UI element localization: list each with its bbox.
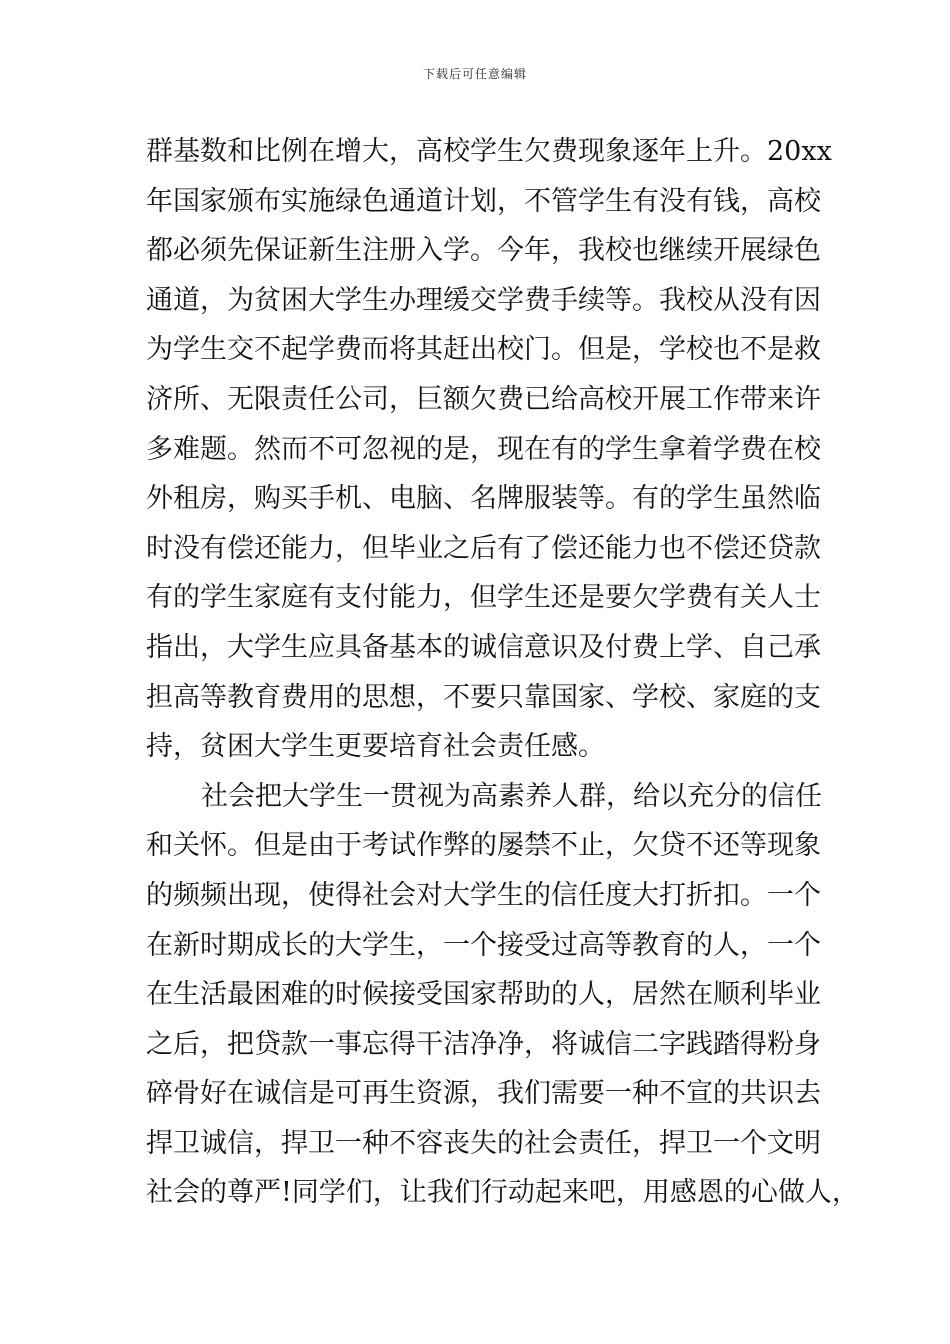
text-line: 担高等教育费用的思想，不要只靠国家、学校、家庭的支 xyxy=(146,681,821,713)
text-line: 的频频出现，使得社会对大学生的信任度大打折扣。一个 xyxy=(146,879,821,911)
text-line: 在新时期成长的大学生，一个接受过高等教育的人，一个 xyxy=(146,929,821,961)
text-line: 指出，大学生应具备基本的诚信意识及付费上学、自己承 xyxy=(146,631,821,663)
text-line: 捍卫诚信，捍卫一种不容丧失的社会责任，捍卫一个文明 xyxy=(146,1127,821,1159)
paragraph-2 xyxy=(146,772,859,1218)
text-line: 年国家颁布实施绿色通道计划，不管学生有没有钱，高校 xyxy=(146,185,821,217)
text-line: 在生活最困难的时候接受国家帮助的人，居然在顺利毕业 xyxy=(146,979,821,1011)
document-body xyxy=(146,127,859,1218)
text-line: 社会的尊严!同学们，让我们行动起来吧，用感恩的心做人， xyxy=(146,1177,859,1209)
text-line: 时没有偿还能力，但毕业之后有了偿还能力也不偿还贷款 xyxy=(146,532,821,564)
text-line: 碎骨好在诚信是可再生资源，我们需要一种不宣的共识去 xyxy=(146,1078,821,1110)
text-line: 和关怀。但是由于考试作弊的屡禁不止，欠贷不还等现象 xyxy=(146,830,821,862)
text-line: 济所、无限责任公司，巨额欠费已给高校开展工作带来许 xyxy=(146,383,821,415)
text-line: 之后，把贷款一事忘得干洁净净，将诚信二字践踏得粉身 xyxy=(146,1028,821,1060)
text-line: 多难题。然而不可忽视的是，现在有的学生拿着学费在校 xyxy=(146,433,821,465)
text-line: 持，贫困大学生更要培育社会责任感。 xyxy=(146,731,605,763)
text-line: 外租房，购买手机、电脑、名牌服装等。有的学生虽然临 xyxy=(146,483,821,515)
text-line: 群基数和比例在增大，高校学生欠费现象逐年上升。20xx xyxy=(146,136,832,167)
paragraph-1 xyxy=(146,127,832,772)
page-header: 下载后可任意编辑 xyxy=(422,67,527,81)
text-line: 为学生交不起学费而将其赶出校门。但是，学校也不是救 xyxy=(146,334,821,366)
text-line: 有的学生家庭有支付能力，但学生还是要欠学费有关人士 xyxy=(146,582,821,614)
text-line: 都必须先保证新生注册入学。今年，我校也继续开展绿色 xyxy=(146,235,821,267)
text-line: 通道，为贫困大学生办理缓交学费手续等。我校从没有因 xyxy=(146,284,821,316)
text-line: 社会把大学生一贯视为高素养人群，给以充分的信任 xyxy=(201,780,822,812)
